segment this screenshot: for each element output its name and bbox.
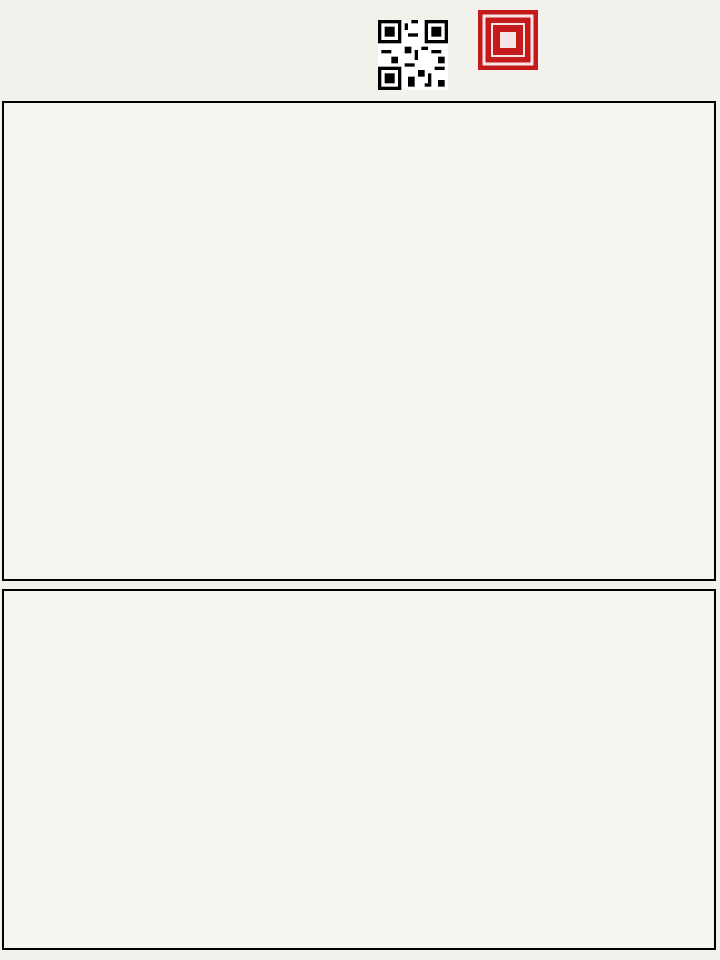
brand-logo xyxy=(478,10,708,70)
annual-luck-table xyxy=(2,589,716,950)
qr-code[interactable] xyxy=(378,20,448,90)
header xyxy=(0,0,720,100)
chart-grid xyxy=(2,101,716,581)
seal-stamp xyxy=(478,10,538,70)
